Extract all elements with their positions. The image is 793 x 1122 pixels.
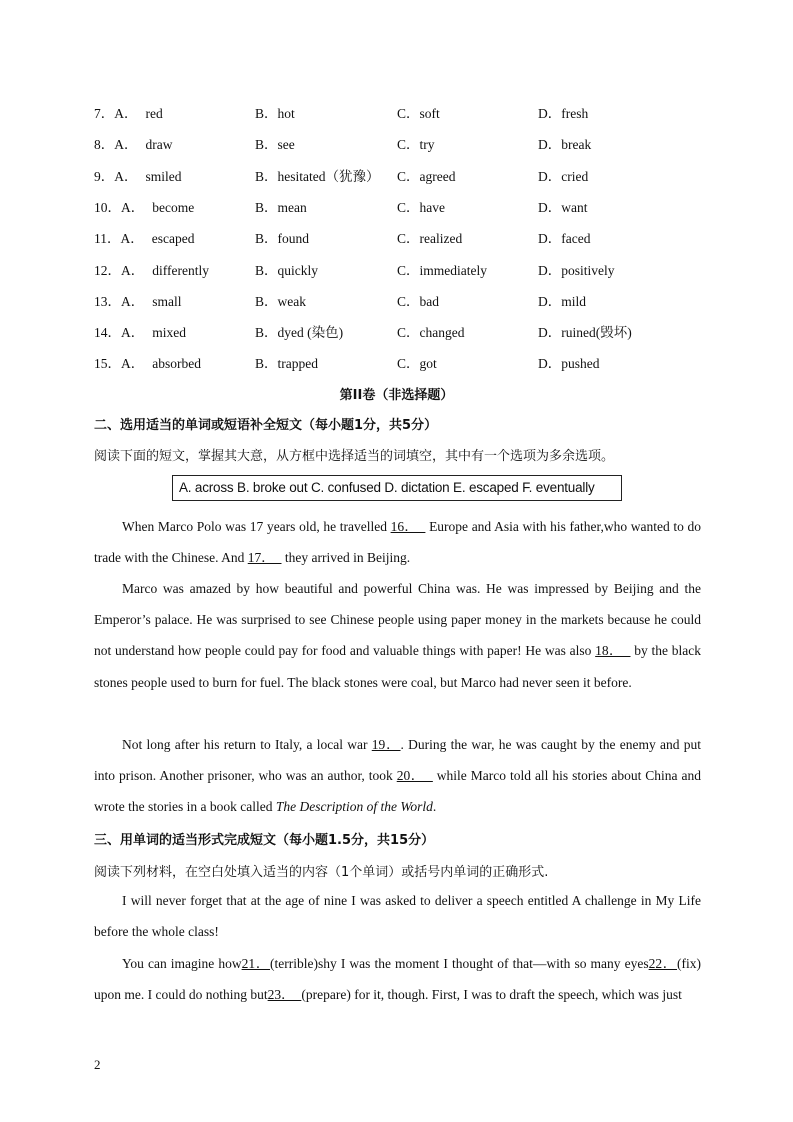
text: Europe and Asia with his father,who wanted to do trade with the Chinese. And xyxy=(94,519,701,566)
option-a-text: small xyxy=(152,293,182,309)
question-number: 7．A． xyxy=(94,106,138,121)
option-c: C．agreed xyxy=(397,168,456,184)
question-number: 15．A． xyxy=(94,356,145,372)
option-c: C．soft xyxy=(397,106,440,121)
option-b: B．mean xyxy=(255,199,307,215)
option-a xyxy=(94,259,209,279)
option-c: C．bad xyxy=(397,293,439,309)
option-a-text: differently xyxy=(152,262,209,278)
blank-22[interactable]: 22． xyxy=(648,956,678,971)
option-d: D．ruined(毁坏) xyxy=(538,325,632,341)
option-c: C．have xyxy=(397,199,445,215)
option-d: D．cried xyxy=(538,168,589,184)
question-number: 10．A． xyxy=(94,199,145,215)
option-row xyxy=(0,352,793,372)
option-b: B．trapped xyxy=(255,356,318,372)
blank-21[interactable]: 21． xyxy=(241,956,271,971)
text: Marco was amazed by how beautiful and powerful China was. He was impressed by Beijing and the Emperor’s palace. He was surprised to see Chinese people using paper money in the markets because he could not understand how people could pay for food and valuable things with paper! He was also xyxy=(94,581,701,659)
text: Not long after his return to Italy, a local war xyxy=(122,737,372,752)
option-a xyxy=(94,227,194,247)
option-row xyxy=(0,259,793,279)
option-a-text: draw xyxy=(145,137,173,153)
option-a xyxy=(94,133,173,153)
passage-paragraph-1 xyxy=(94,511,701,573)
blank-18[interactable]: 18． xyxy=(595,643,631,659)
word-choice-box: A. across B. broke out C. confused D. dictation E. escaped F. eventually xyxy=(172,475,622,501)
question-number: 11．A． xyxy=(94,231,144,247)
part2-title: 第II卷（非选择题） xyxy=(339,388,454,403)
book-title: The Description of the World xyxy=(275,799,433,815)
option-d: D．positively xyxy=(538,262,615,278)
text: (fix) upon me. I could do nothing but xyxy=(94,956,702,1003)
option-row xyxy=(0,102,793,122)
question-number: 12．A． xyxy=(94,262,145,278)
text: (prepare) for it, though. First, I was to draft the speech, which was just xyxy=(301,987,682,1003)
passage-paragraph-2 xyxy=(94,573,701,698)
text: (terrible)shy I was the moment I thought of that—with so many eyes xyxy=(270,956,649,971)
option-row xyxy=(0,227,793,247)
option-b: B．dyed (染色) xyxy=(255,325,344,341)
blank-23[interactable]: 23． xyxy=(267,987,302,1003)
option-a-text: smiled xyxy=(145,168,182,184)
option-d: D．want xyxy=(538,199,588,215)
option-row xyxy=(0,165,793,185)
option-c: C．got xyxy=(397,356,437,372)
option-d: D．break xyxy=(538,137,592,153)
option-d: D．mild xyxy=(538,293,587,309)
text: . During the war, he was caught by the enemy and put into prison. Another prisoner, who was an author, took xyxy=(94,737,701,784)
option-a-text: mixed xyxy=(152,325,186,341)
question-number: 13．A． xyxy=(94,293,145,309)
blank-19[interactable]: 19． xyxy=(371,737,401,752)
page-number: 2 xyxy=(94,1057,101,1072)
option-b: B．see xyxy=(255,137,295,153)
option-c: C．realized xyxy=(397,231,463,247)
option-d: D．faced xyxy=(538,231,591,247)
text: I will never forget that at the age of nine I was asked to deliver a speech entitled A challenge in My Life before the whole class! xyxy=(94,893,701,940)
option-b: B．hesitated（犹豫） xyxy=(255,168,380,184)
text: . xyxy=(432,799,437,815)
option-row xyxy=(0,133,793,153)
blank-16[interactable]: 16． xyxy=(390,519,426,534)
option-row xyxy=(0,196,793,216)
section3-heading: 三、用单词的适当形式完成短文（每小题1.5分，共15分） xyxy=(94,833,435,848)
text: by the black stones people used to burn for fuel. The black stones were coal, but Marco had never seen it before. xyxy=(94,643,702,690)
text: while Marco told all his stories about China and wrote the stories in a book called xyxy=(94,768,702,815)
text: You can imagine how xyxy=(122,956,242,971)
option-a-text: red xyxy=(145,106,163,121)
option-a xyxy=(94,352,201,372)
option-c: C．immediately xyxy=(397,262,487,278)
option-a xyxy=(94,165,182,185)
text: they arrived in Beijing. xyxy=(281,550,411,566)
section2-instruction: 阅读下面的短文，掌握其大意，从方框中选择适当的词填空，其中有一个选项为多余选项。 xyxy=(94,449,615,464)
option-a xyxy=(94,102,163,122)
section2-heading: 二、选用适当的单词或短语补全短文（每小题1分，共5分） xyxy=(94,418,438,433)
passage-paragraph-3 xyxy=(94,729,701,823)
option-a xyxy=(94,290,182,310)
option-b: B．found xyxy=(255,231,309,247)
option-a-text: become xyxy=(152,199,195,215)
blank-20[interactable]: 20． xyxy=(396,768,433,784)
option-row xyxy=(0,321,793,341)
option-a-text: absorbed xyxy=(152,356,201,372)
option-c: C．changed xyxy=(397,325,465,341)
passage-paragraph-4 xyxy=(94,885,701,947)
option-c: C．try xyxy=(397,137,435,153)
option-a xyxy=(94,196,194,216)
question-number: 8．A． xyxy=(94,137,138,153)
option-b: B．quickly xyxy=(255,262,318,278)
option-a-text: escaped xyxy=(151,231,195,247)
option-b: B．weak xyxy=(255,293,306,309)
option-d: D．fresh xyxy=(538,106,589,121)
text: When Marco Polo was 17 years old, he travelled xyxy=(122,519,391,534)
passage-paragraph-5 xyxy=(94,948,701,1010)
option-a xyxy=(94,321,186,341)
section3-instruction: 阅读下列材料，在空白处填入适当的内容（1个单词）或括号内单词的正确形式. xyxy=(94,865,549,880)
question-number: 14．A． xyxy=(94,325,145,341)
option-d: D．pushed xyxy=(538,356,600,372)
option-row xyxy=(0,290,793,310)
blank-17[interactable]: 17． xyxy=(247,550,282,566)
option-b: B．hot xyxy=(255,106,295,121)
question-number: 9．A． xyxy=(94,168,138,184)
